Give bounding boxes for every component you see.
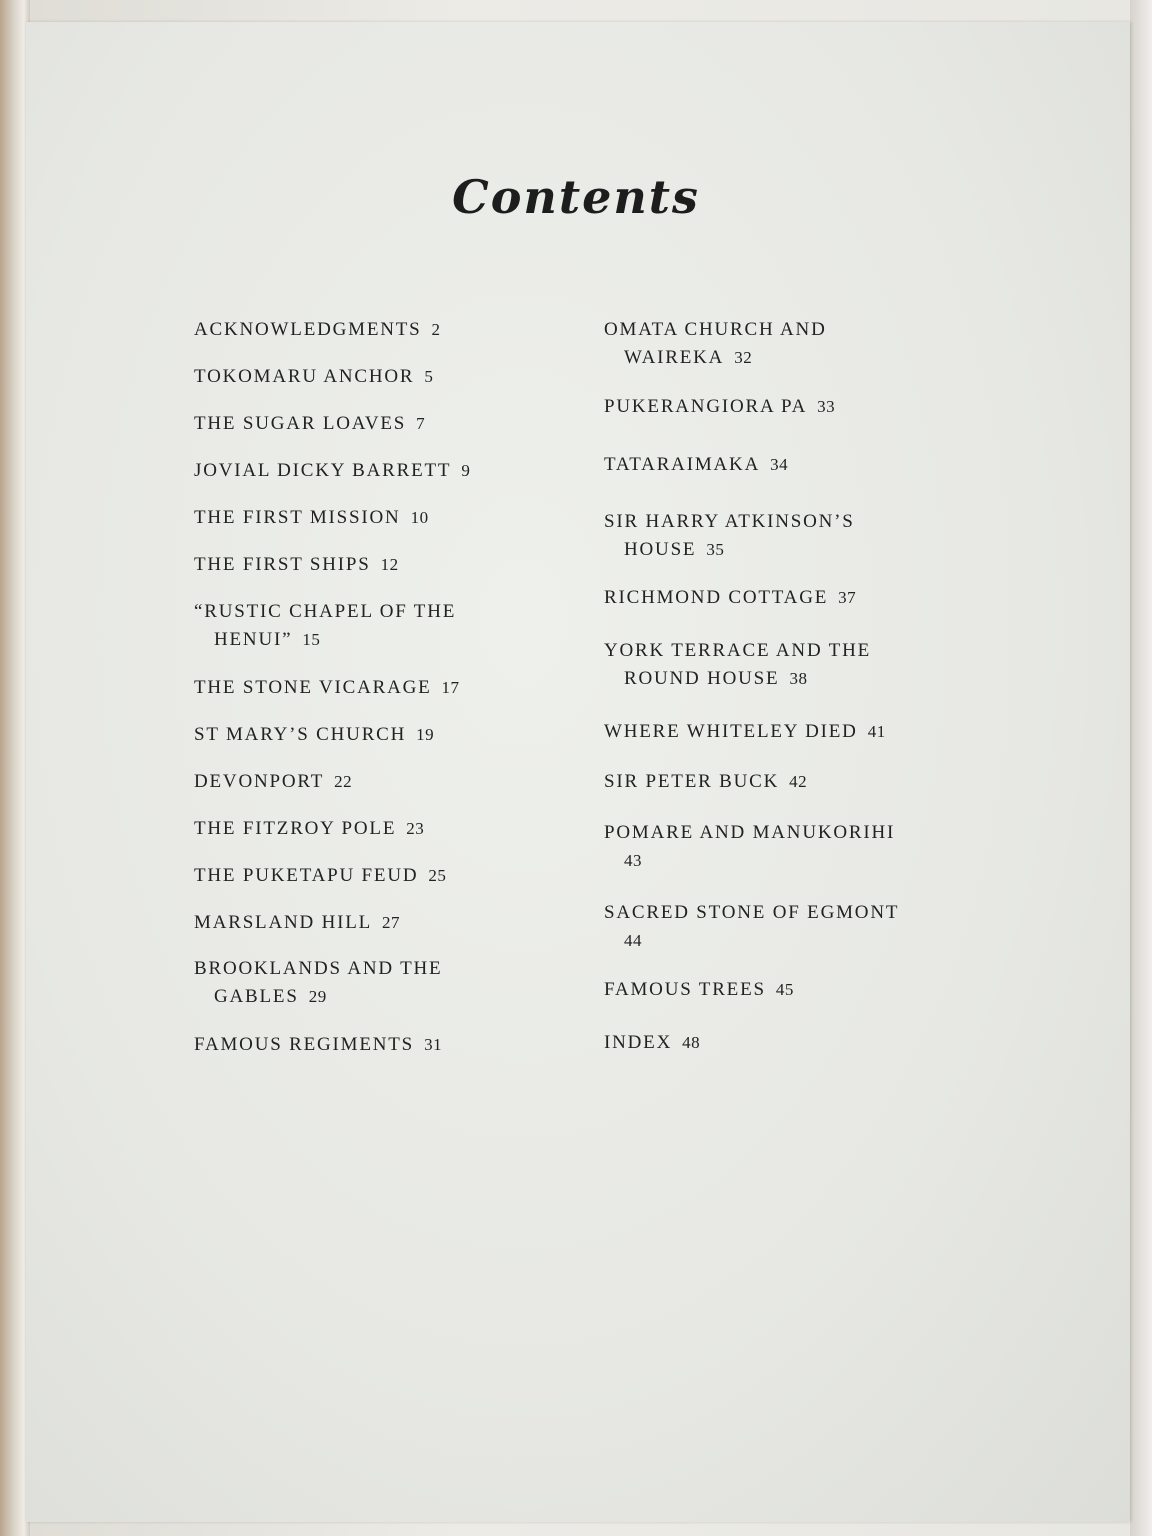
toc-entry-title: FAMOUS REGIMENTS	[194, 1034, 415, 1055]
page-right-edge	[1130, 0, 1152, 1536]
toc-entry-title: SIR PETER BUCK	[604, 771, 780, 792]
toc-page-number: 41	[867, 722, 886, 741]
toc-page-number: 10	[410, 508, 429, 527]
toc-entry-title-continued	[604, 536, 1024, 564]
toc-entry	[604, 584, 1024, 612]
toc-entry-title: ST MARY’S CHURCH	[194, 724, 407, 745]
toc-page-number: 19	[416, 725, 435, 744]
toc-entry-title: THE FIRST MISSION	[194, 507, 401, 528]
toc-page-number: 9	[461, 461, 471, 480]
toc-entry-title: BROOKLANDS AND THE	[194, 958, 443, 979]
toc-entry-title-continued	[604, 927, 1024, 955]
toc-entry-title: SIR HARRY ATKINSON’S	[604, 511, 855, 532]
toc-entry-title-continued	[604, 665, 1024, 693]
toc-page-number: 2	[431, 320, 441, 339]
toc-entry-title: INDEX	[604, 1032, 673, 1053]
toc-entry	[194, 316, 614, 344]
toc-entry	[604, 819, 1024, 875]
toc-entry	[194, 504, 614, 532]
toc-entry	[194, 909, 614, 937]
toc-page-number: 12	[380, 555, 399, 574]
toc-entry-title: THE FIRST SHIPS	[194, 554, 371, 575]
toc-page-number: 34	[770, 455, 789, 474]
toc-page-number: 17	[441, 678, 460, 697]
toc-page-number: 29	[308, 987, 327, 1006]
toc-entry-title-line2: GABLES	[214, 986, 299, 1007]
toc-entry	[194, 363, 614, 391]
toc-page-number: 22	[334, 772, 353, 791]
toc-entry-title-line2: ROUND HOUSE	[624, 668, 780, 689]
toc-entry-title-continued	[194, 983, 614, 1011]
toc-entry	[604, 718, 1024, 746]
toc-entry	[604, 316, 1024, 372]
toc-page-number: 32	[734, 348, 753, 367]
toc-page-number: 43	[624, 851, 642, 870]
toc-entry	[194, 410, 614, 438]
toc-entry-title: JOVIAL DICKY BARRETT	[194, 460, 452, 481]
toc-page-number: 15	[302, 630, 321, 649]
toc-page-number: 5	[424, 367, 434, 386]
toc-entry	[604, 637, 1024, 693]
toc-entry	[604, 393, 1024, 421]
toc-entry-title: FAMOUS TREES	[604, 979, 766, 1000]
toc-entry-title: POMARE AND MANUKORIHI	[604, 822, 896, 843]
toc-entry	[194, 955, 614, 1011]
toc-entry-title: MARSLAND HILL	[194, 912, 373, 933]
toc-entry	[194, 598, 614, 654]
toc-entry-title: “RUSTIC CHAPEL OF THE	[194, 601, 457, 622]
toc-entry	[194, 768, 614, 796]
toc-entry-title-line2: WAIREKA	[624, 347, 725, 368]
toc-page-number: 25	[428, 866, 447, 885]
page-title: Contents	[452, 170, 700, 224]
toc-page-number: 44	[624, 931, 642, 950]
toc-page-number: 27	[382, 913, 401, 932]
toc-entry	[194, 862, 614, 890]
toc-entry	[194, 721, 614, 749]
toc-entry-title-continued	[604, 344, 1024, 372]
toc-entry-title: DEVONPORT	[194, 771, 325, 792]
toc-entry-title: YORK TERRACE AND THE	[604, 640, 872, 661]
toc-entry-title: SACRED STONE OF EGMONT	[604, 902, 900, 923]
toc-page-number: 37	[838, 588, 857, 607]
toc-entry	[604, 451, 1024, 479]
toc-entry-title: THE STONE VICARAGE	[194, 677, 432, 698]
toc-entry	[194, 815, 614, 843]
toc-page-number: 42	[789, 772, 808, 791]
toc-page-number: 33	[817, 397, 836, 416]
toc-entry	[194, 457, 614, 485]
toc-entry-title: PUKERANGIORA PA	[604, 396, 808, 417]
toc-entry	[604, 899, 1024, 955]
toc-entry	[194, 551, 614, 579]
toc-entry	[604, 508, 1024, 564]
toc-entry-title: OMATA CHURCH AND	[604, 319, 827, 340]
toc-entry	[604, 1029, 1024, 1057]
toc-entry-title: THE SUGAR LOAVES	[194, 413, 407, 434]
toc-entry-title: TOKOMARU ANCHOR	[194, 366, 415, 387]
toc-entry	[604, 768, 1024, 796]
toc-entry-title-line2: HENUI”	[214, 629, 293, 650]
toc-entry-title: THE PUKETAPU FEUD	[194, 865, 419, 886]
toc-page-number: 45	[775, 980, 794, 999]
toc-entry	[194, 1031, 614, 1059]
toc-entry-title-line2: HOUSE	[624, 539, 697, 560]
toc-entry-title: WHERE WHITELEY DIED	[604, 721, 858, 742]
toc-entry-title-continued	[604, 847, 1024, 875]
toc-entry	[194, 674, 614, 702]
toc-entry-title: ACKNOWLEDGMENTS	[194, 319, 422, 340]
toc-page-number: 31	[424, 1035, 443, 1054]
toc-entry-title: THE FITZROY POLE	[194, 818, 397, 839]
toc-entry-title: TATARAIMAKA	[604, 454, 761, 475]
toc-page-number: 48	[682, 1033, 701, 1052]
toc-entry-title-continued	[194, 626, 614, 654]
toc-entry-title: RICHMOND COTTAGE	[604, 587, 829, 608]
toc-page-number: 35	[706, 540, 725, 559]
toc-page-number: 38	[789, 669, 808, 688]
toc-page-number: 7	[416, 414, 426, 433]
toc-page-number: 23	[406, 819, 425, 838]
toc-entry	[604, 976, 1024, 1004]
